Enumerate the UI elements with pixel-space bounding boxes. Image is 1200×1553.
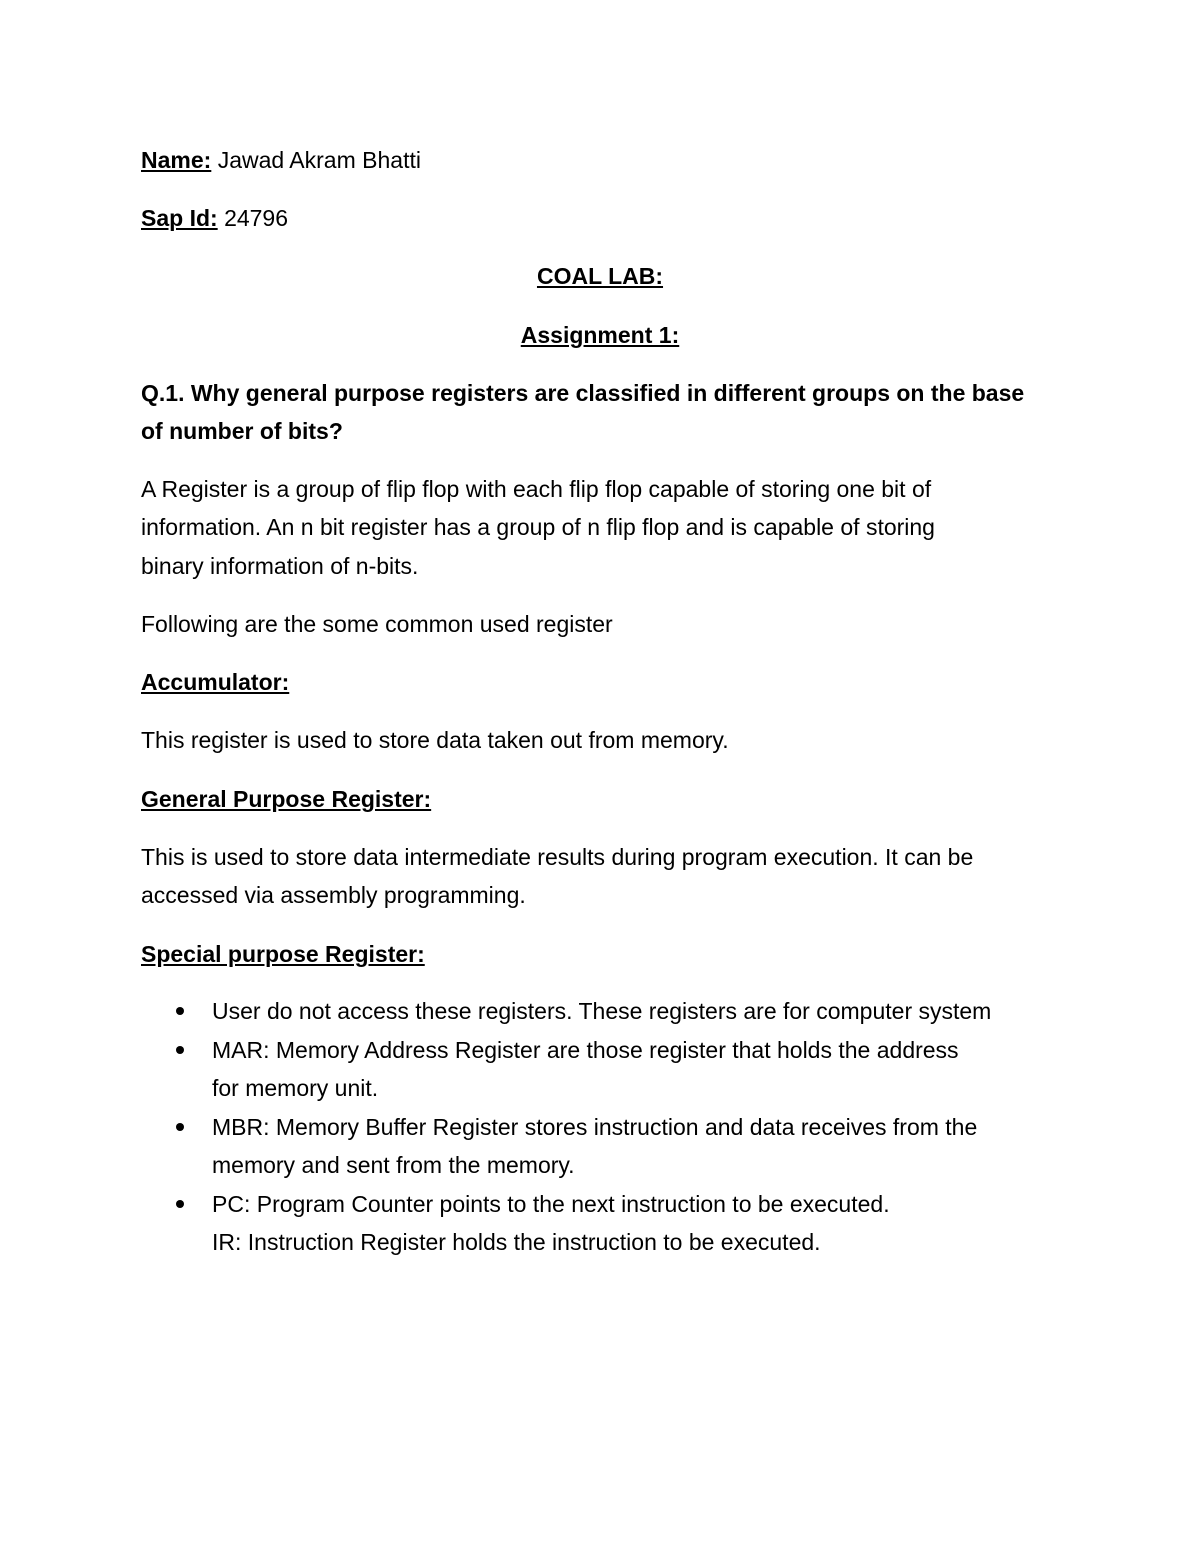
assignment-title-line [0,320,1200,350]
bullet-dot-4 [176,1200,184,1208]
gpr-text-line-2: accessed via assembly programming. [141,882,526,908]
accumulator-heading: Accumulator: [141,669,290,695]
bullet-4-line-1: PC: Program Counter points to the next instruction to be executed. [212,1191,890,1217]
bullet-dot-1 [176,1007,184,1015]
gpr-heading-line [141,784,431,814]
bullet-3-line-1: MBR: Memory Buffer Register stores instruction and data receives from the [212,1114,978,1140]
bullet-2-line-2: for memory unit. [212,1075,379,1101]
bullet-4-line-2: IR: Instruction Register holds the instruction to be executed. [212,1229,821,1255]
gpr-heading: General Purpose Register: [141,786,432,812]
course-title: COAL LAB: [536,263,664,289]
accumulator-heading-line [141,667,289,697]
intro-line-2: information. An n bit register has a group of n flip flop and is capable of storing [141,514,935,540]
question-line-1: Q.1. Why general purpose registers are classified in different groups on the base [141,380,1025,406]
bullet-2-line-1: MAR: Memory Address Register are those register that holds the address [212,1037,959,1063]
intro-line-3: binary information of n-bits. [141,553,419,579]
course-title-line [0,261,1200,291]
assignment-title: Assignment 1: [520,322,680,348]
bullet-dot-2 [176,1046,184,1054]
following-line: Following are the some common used register [141,611,613,637]
name-line [141,145,421,175]
gpr-text-line-1: This is used to store data intermediate results during program execution. It can be [141,844,974,870]
sap-id-label: Sap Id: [141,205,218,231]
spr-heading-line [141,939,425,969]
name-value: Jawad Akram Bhatti [217,147,421,173]
bullet-3-line-2: memory and sent from the memory. [212,1152,575,1178]
intro-line-1: A Register is a group of flip flop with each flip flop capable of storing one bit of [141,476,932,502]
accumulator-text: This register is used to store data taken out from memory. [141,727,729,753]
spr-heading: Special purpose Register: [141,941,425,967]
name-label: Name: [141,147,212,173]
sap-id-value: 24796 [224,205,289,231]
bullet-1-text: User do not access these registers. These registers are for computer system [212,998,992,1024]
question-line-2: of number of bits? [141,418,343,444]
bullet-dot-3 [176,1123,184,1131]
sap-id-line [141,203,288,233]
